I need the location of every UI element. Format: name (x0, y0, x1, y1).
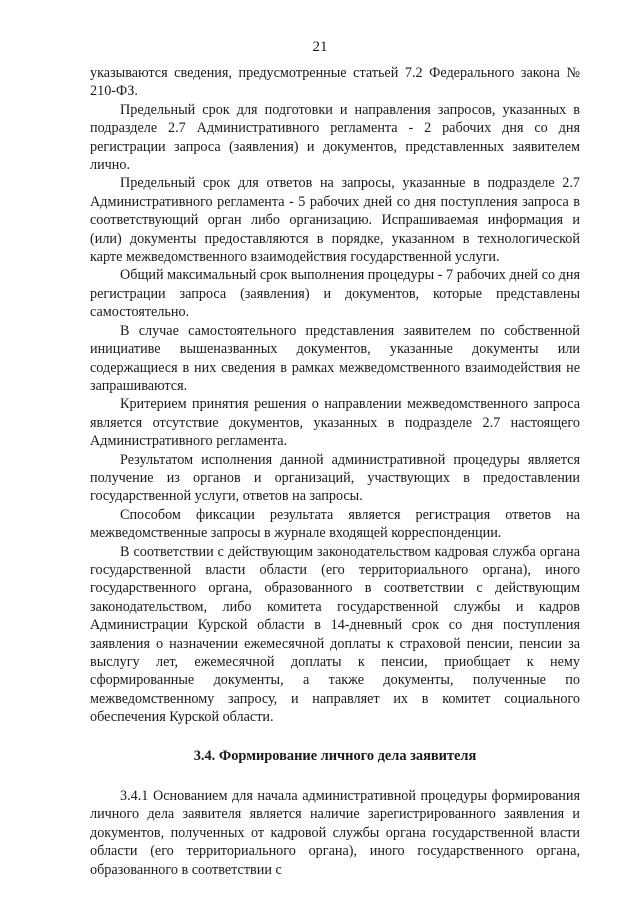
paragraph-procedure-result: Результатом исполнения данной административной процедуры является получение из органов и организаций, участвующих в предоставлении государственной услуги, ответов на запросы. (90, 451, 580, 505)
paragraph-self-submission: В случае самостоятельного представления заявителем по собственной инициативе вышеназванных документов, указанные документы или содержащиеся в них сведения в рамках межведомственного взаимодействия не запрашиваются. (90, 322, 580, 394)
paragraph-hr-service: В соответствии с действующим законодательством кадровая служба органа государственной власти области (его территориального органа), иного государственного органа, образованного в соответствии с действующим законодательством, либо комитета государственной службы и кадров Администрации Курской области в 14-дневный срок со дня поступления заявления о назначении ежемесячной доплаты к страховой пенсии, пенсии за выслугу лет, ежемесячной доплаты к пенсии, приобщает к нему сформированные документы, а также документы, полученные по межведомственному запросу, и направляет их в комитет социального обеспечения Курской области. (90, 543, 580, 726)
document-body (90, 64, 580, 879)
paragraph-continuation: указываются сведения, предусмотренные статьей 7.2 Федерального закона № 210-ФЗ. (90, 65, 580, 100)
paragraph-result-recording: Способом фиксации результата является регистрация ответов на межведомственные запросы в журнале входящей корреспонденции. (90, 506, 580, 542)
paragraph-personal-file: 3.4.1 Основанием для начала административной процедуры формирования личного дела заявителя является наличие зарегистрированного заявления и документов, полученных от кадровой службы органа государственной власти области (его территориального органа), иного государственного органа, образованного в соответствии с (90, 788, 580, 878)
paragraph-request-deadline: Предельный срок для подготовки и направления запросов, указанных в подразделе 2.7 Административного регламента - 2 рабочих дня со дня регистрации запроса (заявления) и документов, представленных заявителем лично. (90, 101, 580, 174)
page-number: 21 (312, 39, 328, 55)
paragraph-max-duration: Общий максимальный срок выполнения процедуры - 7 рабочих дней со дня регистрации запроса (заявления) и документов, которые представлены самостоятельно. (90, 267, 580, 321)
paragraph-decision-criterion: Критерием принятия решения о направлении межведомственного запроса является отсутствие документов, указанных в подразделе 2.7 настоящего Административного регламента. (90, 396, 580, 450)
section-heading: 3.4. Формирование личного дела заявителя (193, 747, 477, 764)
paragraph-response-deadline: Предельный срок для ответов на запросы, указанные в подразделе 2.7 Административного регламента - 5 рабочих дней со дня поступления запроса в соответствующий орган либо организацию. Испрашиваемая информация и (или) документы предоставляются в порядке, указанном в технологической карте межведомственного взаимодействия государственной услуги. (90, 175, 580, 266)
